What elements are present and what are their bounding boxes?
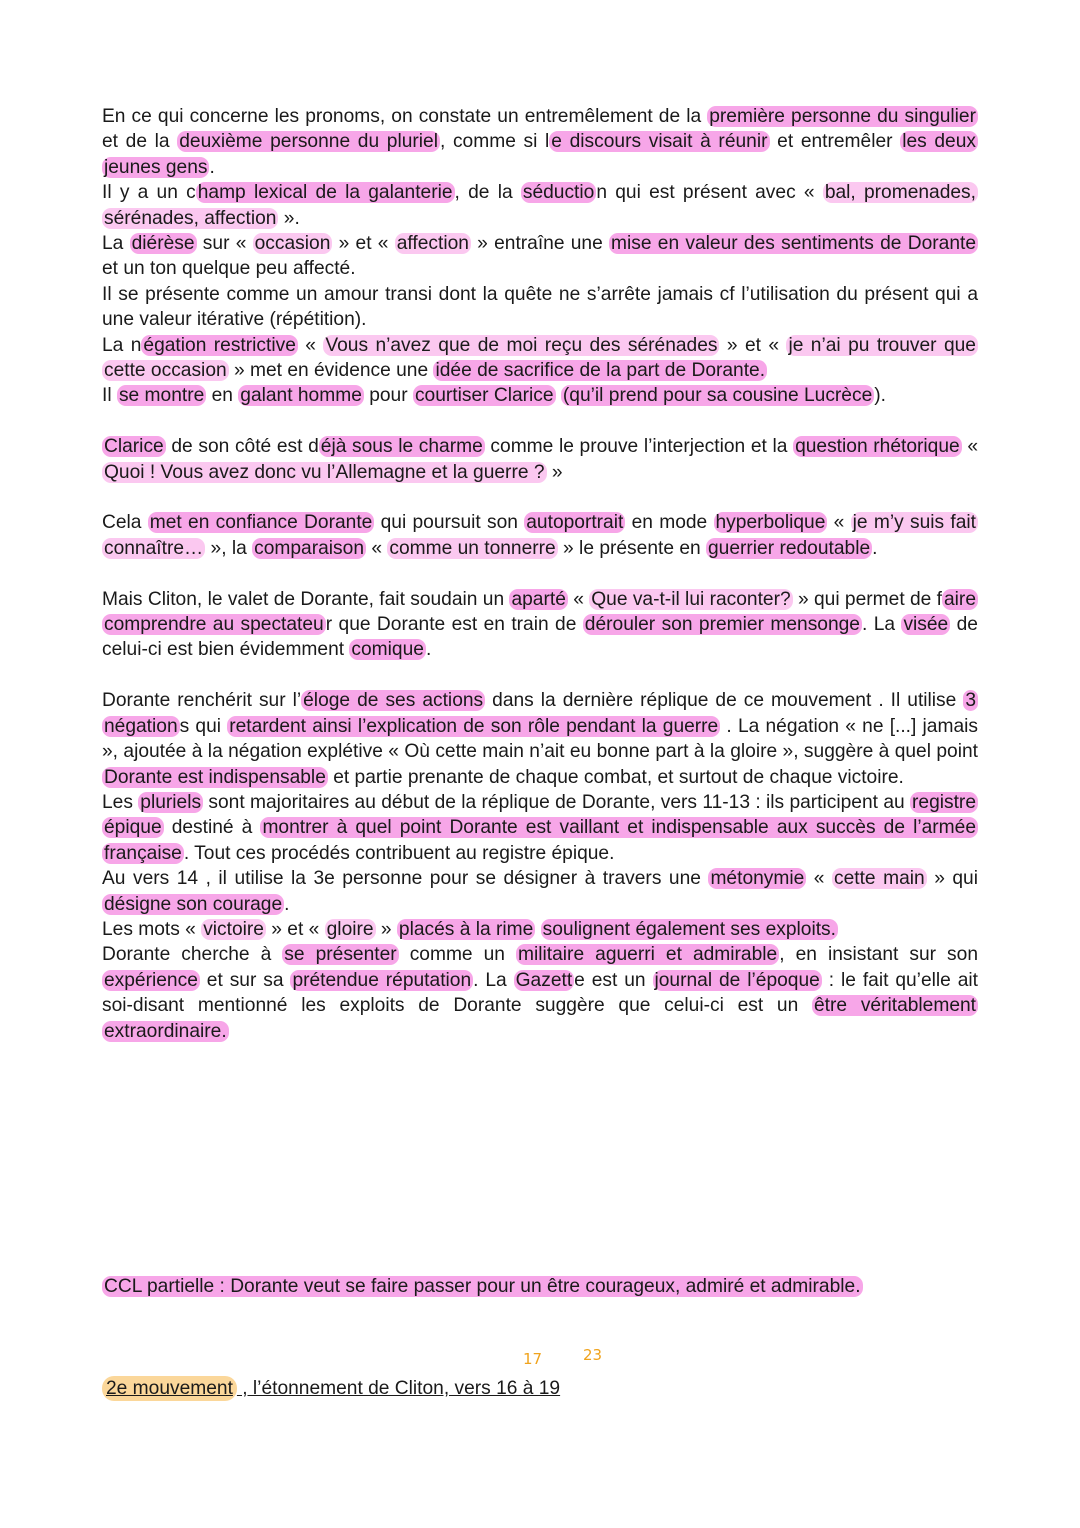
- paragraph-gallant: [102, 383, 978, 408]
- text-run: et sur sa: [199, 969, 291, 991]
- text-run: La n: [102, 334, 142, 356]
- paragraph-plurals: [102, 790, 978, 866]
- highlight: éloge de ses actions: [303, 690, 484, 712]
- highlight: pluriels: [140, 791, 202, 813]
- highlight: comique: [351, 639, 424, 661]
- spacer: [102, 485, 978, 510]
- highlight: hyperbolique: [715, 512, 826, 534]
- highlight: bal, promenades, sérénades, affection: [104, 182, 976, 229]
- highlight: se montre: [118, 385, 205, 407]
- text-run: sur «: [196, 233, 253, 255]
- highlight: courtiser Clarice: [414, 385, 554, 407]
- text-run: ».: [278, 207, 300, 229]
- movement-label: 2e mouvement: [106, 1378, 233, 1399]
- text-run: : le fait qu’elle ait soi-disant mentionné les exploits de Dorante suggère que celui-ci est un: [102, 969, 978, 1017]
- text-run: et partie prenante de chaque combat, et surtout de chaque victoire.: [327, 766, 904, 788]
- highlight: prétendue réputation: [292, 969, 472, 991]
- partial-conclusion: [102, 1274, 978, 1299]
- highlight: galant homme: [240, 385, 362, 407]
- text-run: Mais Cliton, le valet de Dorante, fait soudain un: [102, 588, 510, 610]
- paragraph-metonymy: [102, 866, 978, 917]
- highlight: CCL partielle : Dorante veut se faire passer pour un être courageux, admiré et admirable.: [104, 1276, 861, 1297]
- highlight: Dorante est indispensable: [104, 766, 326, 788]
- text-run: de son côté est d: [165, 436, 319, 458]
- highlight: soulignent également ses exploits.: [542, 918, 836, 940]
- text-run: Au vers 14 , il utilise la 3e personne pour se désigner à travers une: [102, 868, 709, 890]
- highlight: militaire aguerri et admirable: [518, 944, 778, 966]
- paragraph-confidence: [102, 510, 978, 561]
- handwritten-annotation: 17: [523, 1350, 543, 1368]
- highlight: comme un tonnerre: [389, 537, 556, 559]
- highlight: occasion: [254, 233, 331, 255]
- highlight: se présenter: [284, 944, 397, 966]
- text-run: pour: [363, 385, 413, 407]
- highlight: hamp lexical de la galanterie: [197, 182, 453, 204]
- text-run: . La négation « ne [...] jamais », ajoutée à la négation explétive « Où cette main n’ait eu bonne part à la gloire », suggère à quel point: [102, 715, 978, 763]
- highlight: idée de sacrifice de la part de Dorante.: [435, 360, 766, 382]
- handwritten-annotation: 23: [583, 1346, 603, 1364]
- text-run: de celui-ci est bien évidemment: [102, 614, 978, 661]
- highlight: deuxième personne du pluriel: [179, 131, 438, 153]
- paragraph-clarice: [102, 434, 978, 485]
- paragraph-reputation: [102, 942, 978, 1044]
- text-run: »: [546, 461, 563, 483]
- highlight: je n’ai pu trouver que cette occasion: [104, 334, 976, 382]
- highlight: visée: [903, 614, 949, 636]
- paragraph-praise: [102, 688, 978, 790]
- text-run: destiné à: [163, 817, 261, 839]
- text-run: qui poursuit son: [374, 512, 525, 534]
- highlight: je m’y suis fait connaître…: [104, 512, 976, 559]
- text-run: » et «: [332, 233, 395, 255]
- highlight: cette main: [833, 868, 925, 890]
- text-run: et un ton quelque peu affecté.: [102, 258, 356, 280]
- text-run: comme le prouve l’interjection et la: [484, 436, 794, 458]
- highlight: Quoi ! Vous avez donc vu l’Allemagne et la guerre ?: [104, 461, 545, 483]
- paragraph-cliton: [102, 587, 978, 663]
- paragraph-negation: [102, 333, 978, 384]
- highlight: question rhétorique: [795, 436, 960, 458]
- text-run: , de la: [454, 182, 521, 204]
- text-run: en mode: [625, 512, 714, 534]
- text-run: Les: [102, 791, 139, 813]
- highlight: montrer à quel point Dorante est vaillant et indispensable aux succès de l’armée française: [104, 817, 976, 864]
- text-run: ).: [874, 385, 886, 407]
- highlight: (qu’il prend pour sa cousine Lucrèce: [562, 385, 873, 407]
- highlight: séductio: [522, 182, 595, 204]
- text-run: . Tout ces procédés contribuent au registre épique.: [183, 842, 615, 864]
- text-run: comme un: [398, 944, 517, 966]
- text-run: » le présente en: [557, 537, 706, 559]
- highlight: 3 négation: [104, 690, 977, 737]
- text-run: s qui: [179, 715, 228, 737]
- text-run: Les mots «: [102, 918, 202, 940]
- text-run: » et «: [265, 918, 325, 940]
- text-run: «: [961, 436, 978, 458]
- text-run: » qui permet de f: [792, 588, 942, 610]
- text-run: «: [827, 512, 851, 534]
- paragraph-rhyme: [102, 917, 978, 942]
- text-run: dans la dernière réplique de ce mouvement . Il utilise: [485, 690, 964, 712]
- text-run: r que Dorante est en train de: [325, 614, 583, 636]
- highlight: métonymie: [710, 868, 805, 890]
- paragraph-dieresis: [102, 231, 978, 282]
- text-run: Cela: [102, 512, 148, 534]
- highlight: affection: [396, 233, 469, 255]
- highlight: guerrier redoutable: [708, 537, 871, 559]
- text-run: en: [206, 385, 239, 407]
- highlight: victoire: [203, 918, 264, 940]
- highlight: placés à la rime: [398, 918, 534, 940]
- highlight: autoportrait: [526, 512, 624, 534]
- text-run: .: [425, 639, 432, 661]
- text-run: » entraîne une: [470, 233, 610, 255]
- highlight: première personne du singulier: [709, 106, 976, 127]
- text-run: , comme si l: [439, 131, 550, 153]
- text-run: .: [209, 156, 215, 178]
- text-run: » et «: [719, 334, 787, 356]
- highlight: les deux jeunes gens: [104, 131, 976, 178]
- highlight: Vous n’avez que de moi reçu des sérénades: [325, 334, 718, 356]
- movement-heading-highlight: [102, 1376, 237, 1401]
- highlight: met en confiance Dorante: [149, 512, 373, 534]
- highlight: comparaison: [254, 537, 364, 559]
- highlight: éjà sous le charme: [320, 436, 483, 458]
- text-run: Il se présente comme un amour transi dont la quête ne s’arrête jamais cf l’utilisation du présent qui a une valeur itérative (répétition).: [102, 283, 978, 331]
- text-run: .: [872, 537, 878, 559]
- highlight: Que va-t-il lui raconter?: [591, 588, 791, 610]
- text-run: »: [375, 918, 397, 940]
- movement-heading: [102, 1376, 560, 1401]
- text-run: «: [567, 588, 590, 610]
- text-run: et de la: [102, 131, 178, 153]
- text-run: et entremêler: [769, 131, 901, 153]
- highlight: Clarice: [104, 436, 164, 458]
- highlight: journal de l’époque: [654, 969, 820, 991]
- highlight: dérouler son premier mensonge: [584, 614, 860, 636]
- highlight: expérience: [104, 969, 198, 991]
- highlight: égation restrictive: [143, 334, 296, 356]
- text-run: En ce qui concerne les pronoms, on constate un entremêlement de la: [102, 106, 708, 127]
- highlight: diérèse: [131, 233, 195, 255]
- text-run: , en insistant sur son: [779, 944, 978, 966]
- movement-title: , l’étonnement de Cliton, vers 16 à 19: [236, 1378, 561, 1399]
- highlight: être véritablement extraordinaire.: [104, 995, 976, 1042]
- text-run: n qui est présent avec «: [596, 182, 823, 204]
- text-run: » qui: [926, 868, 978, 890]
- text-run: «: [297, 334, 324, 356]
- text-run: Dorante renchérit sur l’: [102, 690, 302, 712]
- text-run: Il: [102, 385, 117, 407]
- text-run: sont majoritaires au début de la réplique de Dorante, vers 11-13 : ils participent au: [203, 791, 911, 813]
- text-run: .: [284, 893, 290, 915]
- text-run: e est un: [574, 969, 653, 991]
- spacer: [102, 409, 978, 434]
- highlight: désigne son courage: [104, 893, 283, 915]
- highlight: retardent ainsi l’explication de son rôle pendant la guerre: [229, 715, 719, 737]
- analysis-text: [102, 104, 978, 1044]
- text-run: . La: [861, 614, 902, 636]
- highlight: Gazett: [515, 969, 573, 991]
- spacer: [102, 561, 978, 586]
- text-run: . La: [473, 969, 514, 991]
- highlight: aire comprendre au spectateu: [104, 588, 976, 636]
- text-run: «: [806, 868, 832, 890]
- text-run: [535, 919, 540, 940]
- spacer: [102, 663, 978, 688]
- paragraph-present-tense: [102, 282, 978, 333]
- highlight: mise en valeur des sentiments de Dorante: [611, 233, 976, 255]
- highlight: e discours visait à réunir: [551, 131, 768, 153]
- text-run: » met en évidence une: [228, 360, 434, 382]
- text-run: », la: [205, 537, 253, 559]
- text-run: Il y a un c: [102, 182, 196, 204]
- text-run: La: [102, 233, 130, 255]
- highlight: gloire: [326, 918, 374, 940]
- paragraph-lexical-field: [102, 180, 978, 231]
- text-run: Dorante cherche à: [102, 944, 283, 966]
- text-run: «: [366, 537, 388, 559]
- paragraph-pronouns: [102, 104, 978, 180]
- highlight: registre épique: [104, 791, 976, 839]
- highlight: aparté: [511, 588, 566, 610]
